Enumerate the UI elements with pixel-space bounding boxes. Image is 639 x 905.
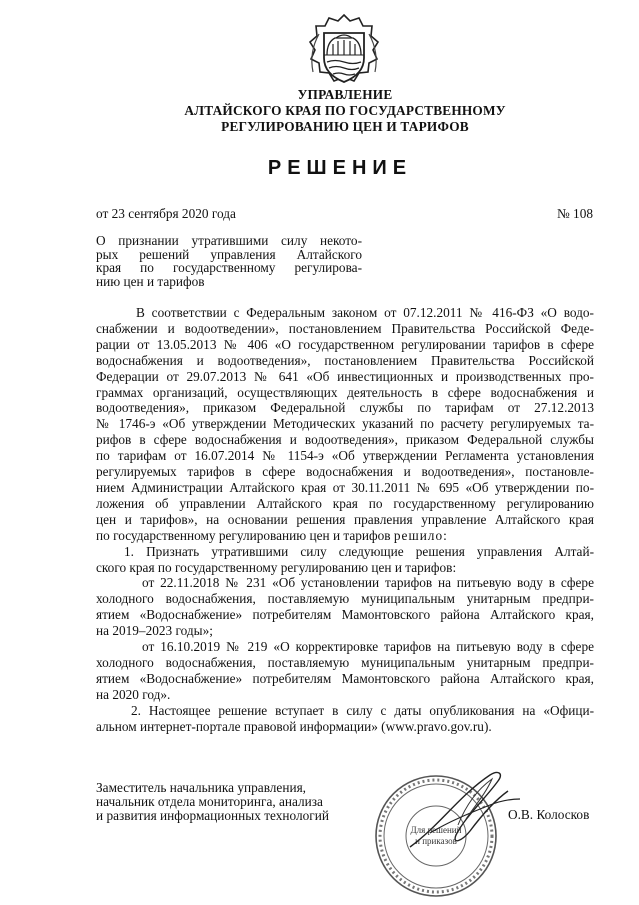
body-line: по тарифам от 16.07.2014 № 1154-э «Об утверждении Регламента установления <box>96 448 594 464</box>
body-line: холодного водоснабжения, поставляемую муниципальным унитарным предпри- <box>96 654 594 670</box>
body-line: регулируемых тарифов в сфере водоснабжения и водоотведения», постановле- <box>96 464 594 480</box>
subject-line: О признании утратившими силу некото- <box>96 233 362 248</box>
body-line: 2. Настоящее решение вступает в силу с даты опубликования на «Офици- <box>131 702 594 718</box>
position-line: и развития информационных технологий <box>96 808 329 823</box>
handwritten-signature-icon <box>370 755 530 865</box>
body-line: нием Администрации Алтайского края от 30.11.2011 № 695 «Об утверждении по- <box>96 479 594 495</box>
document-subject <box>96 234 362 288</box>
body-line: ятием «Водоснабжение» потребителям Мамонтовского района Алтайского края, <box>96 607 594 623</box>
authority-name <box>120 87 570 135</box>
body-line: холодного водоснабжения, поставляемую муниципальным унитарным предпри- <box>96 591 594 607</box>
position-line: Заместитель начальника управления, <box>96 780 307 795</box>
authority-line: УПРАВЛЕНИЕ <box>297 87 393 102</box>
authority-line: РЕГУЛИРОВАНИЮ ЦЕН И ТАРИФОВ <box>221 119 469 134</box>
body-line: водоснабжения и водоотведения», постановлением Правительства Российской <box>96 352 594 368</box>
signer-name: О.В. Колосков <box>508 807 590 822</box>
coat-of-arms-icon <box>305 12 383 90</box>
body-line <box>96 528 594 544</box>
decided-word: решило: <box>393 527 448 543</box>
body-line: рации от 13.05.2013 № 406 «О государственном регулировании тарифов в сфере <box>96 336 594 352</box>
body-line: от 16.10.2019 № 219 «О корректировке тарифов на питьевую воду в сфере <box>142 639 594 655</box>
subject-line: края по государственному регулирова- <box>96 260 362 276</box>
body-line: Федерации от 29.07.2013 № 641 «Об инвестиционных и производственных про- <box>96 368 594 384</box>
document-body <box>96 305 594 734</box>
authority-line: АЛТАЙСКОГО КРАЯ ПО ГОСУДАРСТВЕННОМУ <box>184 103 506 118</box>
subject-line: рых решений управления Алтайского <box>96 246 362 262</box>
subject-line: нию цен и тарифов <box>96 273 205 289</box>
document-type-title: РЕШЕНИЕ <box>267 157 413 179</box>
stamp-text-line: Для решений <box>410 825 462 835</box>
body-line: ятием «Водоснабжение» потребителям Мамонтовского района Алтайского края, <box>96 670 594 686</box>
body-line: рифов в сфере водоснабжения и водоотведения», приказом Федеральной службы <box>96 432 594 448</box>
body-line: В соответствии с Федеральным законом от 07.12.2011 № 416-ФЗ «О водо- <box>136 305 594 320</box>
body-line: на 2019–2023 годы»; <box>96 623 213 639</box>
document-number: № 108 <box>557 206 593 221</box>
body-line: на 2020 год». <box>96 686 171 702</box>
document-date: от 23 сентября 2020 года <box>96 206 236 221</box>
body-line: граммах организаций, осуществляющих деятельность в сфере водоснабжения и <box>96 384 594 400</box>
body-line: водоотведения», приказом Федеральной службы по тарифам от 27.12.2013 <box>96 400 594 416</box>
body-line: снабжении и водоотведении», постановлением Правительства Российской Феде- <box>96 320 594 336</box>
stamp-text-line: и приказов <box>415 836 457 846</box>
body-line: от 22.11.2018 № 231 «Об установлении тарифов на питьевую воду в сфере <box>142 575 594 591</box>
body-line: ского края по государственному регулированию цен и тарифов: <box>96 559 457 575</box>
body-line: альном интернет-портале правовой информации» (www.pravo.gov.ru). <box>96 718 492 734</box>
body-line: № 1746-э «Об утверждении Методических указаний по расчету регулируемых та- <box>96 416 594 432</box>
body-line: ложения об управлении Алтайского края по государственному регулированию <box>96 495 594 511</box>
position-line: начальник отдела мониторинга, анализа <box>96 794 323 809</box>
body-line-text: по государственному регулированию цен и тарифов <box>96 527 391 543</box>
body-line: цен и тарифов», на основании решения правления управление Алтайского края <box>96 511 594 527</box>
signatory-position <box>96 781 376 823</box>
body-line: 1. Признать утратившими силу следующие решения управления Алтай- <box>124 543 594 559</box>
